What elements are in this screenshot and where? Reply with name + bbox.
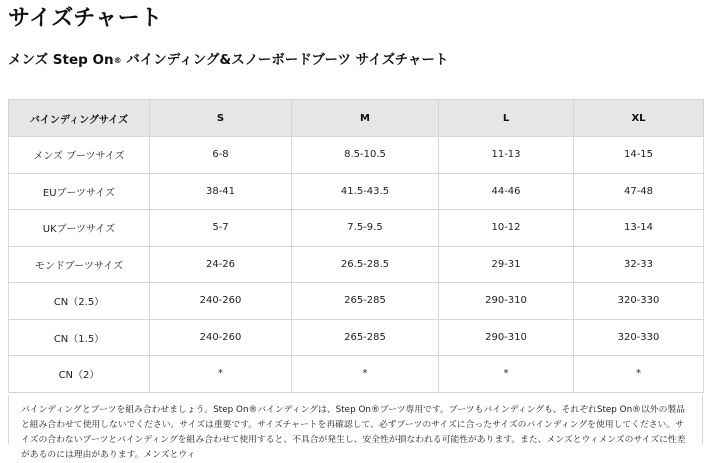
row-label: UKブーツサイズ bbox=[9, 210, 150, 247]
table-cell: 320-330 bbox=[574, 319, 704, 356]
table-cell: 47-48 bbox=[574, 173, 704, 210]
table-cell: 14-15 bbox=[574, 137, 704, 174]
table-cell: 29-31 bbox=[439, 246, 574, 283]
header-binding-size: バインディングサイズ bbox=[9, 100, 150, 137]
table-cell: * bbox=[574, 356, 704, 393]
header-size-s: S bbox=[150, 100, 292, 137]
size-chart-table bbox=[8, 99, 704, 393]
table-cell: 26.5-28.5 bbox=[292, 246, 439, 283]
table-row bbox=[9, 356, 704, 393]
table-cell: 8.5-10.5 bbox=[292, 137, 439, 174]
table-cell: * bbox=[150, 356, 292, 393]
table-cell: 240-260 bbox=[150, 319, 292, 356]
table-cell: 5-7 bbox=[150, 210, 292, 247]
row-label: CN（2.5） bbox=[9, 283, 150, 320]
header-size-xl: XL bbox=[574, 100, 704, 137]
table-cell: 7.5-9.5 bbox=[292, 210, 439, 247]
table-cell: 10-12 bbox=[439, 210, 574, 247]
page-title: サイズチャート bbox=[8, 6, 163, 31]
table-cell: 320-330 bbox=[574, 283, 704, 320]
table-cell: 44-46 bbox=[439, 173, 574, 210]
table-header-row bbox=[9, 100, 704, 137]
table-cell: 290-310 bbox=[439, 319, 574, 356]
table-cell: 265-285 bbox=[292, 283, 439, 320]
subtitle-suffix: バインディング&スノーボードブーツ サイズチャート bbox=[121, 52, 449, 68]
row-label: CN（1.5） bbox=[9, 319, 150, 356]
table-cell: 24-26 bbox=[150, 246, 292, 283]
table-row bbox=[9, 319, 704, 356]
table-cell: 240-260 bbox=[150, 283, 292, 320]
row-label: モンドブーツサイズ bbox=[9, 246, 150, 283]
table-row bbox=[9, 173, 704, 210]
subtitle-prefix: メンズ Step On bbox=[8, 52, 114, 68]
registered-mark: ® bbox=[113, 56, 122, 65]
header-size-l: L bbox=[439, 100, 574, 137]
table-cell: 13-14 bbox=[574, 210, 704, 247]
table-cell: 11-13 bbox=[439, 137, 574, 174]
header-size-m: M bbox=[292, 100, 439, 137]
table-row bbox=[9, 210, 704, 247]
table-cell: 41.5-43.5 bbox=[292, 173, 439, 210]
compatibility-note: バインディングとブーツを組み合わせましょう。Step On®バインディングは、Step On®ブーツ専用です。ブーツもバインディングも、それぞれStep On®以外の製品と組み合わせて使用しないでください。サイズは重要です。サイズチャートを再確認して、必ずブーツのサイズに合ったサイズのバインディングを使用してください。サイズの合わないブーツとバインディングを組み合わせて使用すると、不具合が発生し、安全性が損なわれる可能性があります。また、メンズとウィメンズのサイズに性差があるのには理由があります。メンズとウィ bbox=[8, 395, 703, 444]
table-row bbox=[9, 137, 704, 174]
chart-subtitle bbox=[8, 50, 448, 70]
table-row bbox=[9, 283, 704, 320]
row-label: EUブーツサイズ bbox=[9, 173, 150, 210]
table-cell: 265-285 bbox=[292, 319, 439, 356]
row-label: メンズ ブーツサイズ bbox=[9, 137, 150, 174]
table-cell: 38-41 bbox=[150, 173, 292, 210]
row-label: CN（2） bbox=[9, 356, 150, 393]
table-cell: 32-33 bbox=[574, 246, 704, 283]
table-row bbox=[9, 246, 704, 283]
table-cell: 290-310 bbox=[439, 283, 574, 320]
table-cell: 6-8 bbox=[150, 137, 292, 174]
table-cell: * bbox=[292, 356, 439, 393]
table-cell: * bbox=[439, 356, 574, 393]
